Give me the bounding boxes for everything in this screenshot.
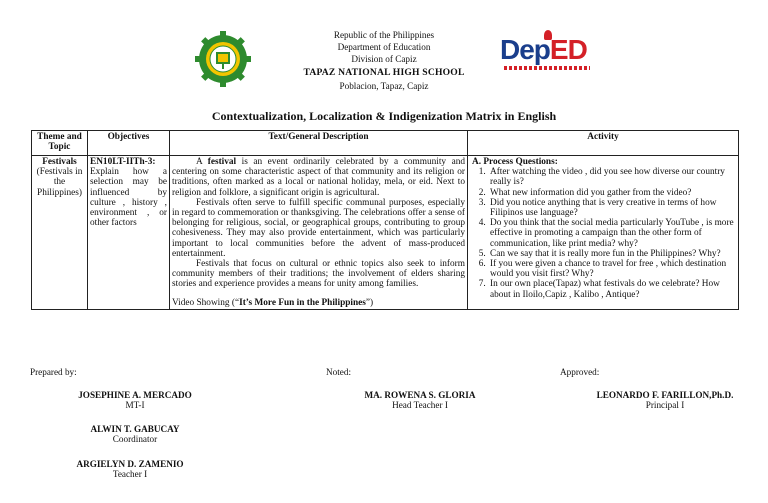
topic-subtitle: (Festivals in the Philippines) (36, 167, 83, 198)
signatory-title: MT-I (125, 400, 145, 410)
signatory-title: Coordinator (112, 434, 158, 444)
table-header-row (32, 131, 739, 156)
prepared-by-label: Prepared by: (30, 367, 77, 377)
header-republic: Republic of the Philippines (333, 30, 435, 40)
matrix-table (31, 130, 739, 310)
list-item: 3. Did you notice anything that is very creative in terms of how Filipinos use language? (488, 198, 736, 218)
signatory-name: MA. ROWENA S. GLORIA (364, 390, 476, 400)
header-theme-topic: Theme and Topic (32, 131, 88, 156)
process-questions-list (470, 167, 736, 300)
objective-cell (88, 156, 170, 310)
description-cell (170, 156, 468, 310)
table-row (32, 156, 739, 310)
header-description: Text/General Description (170, 131, 468, 156)
signatory-zamenio (55, 459, 205, 479)
matrix-title: Contextualization, Localization & Indigenization Matrix in English (211, 109, 557, 123)
process-questions-heading: A. Process Questions: (472, 157, 558, 167)
description-paragraph-2: Festivals often serve to fulfill specific communal purposes, especially in regard to commemoration or thanksgiving. The celebrations offer a sense of belonging for religious, social, or geographical groups, contributing to group cohesiveness. They may also provide entertainment, which was particularly important to local communities before the advent of mass-produced entertainment. (172, 197, 465, 259)
activity-cell (468, 156, 739, 310)
list-item: 4. Do you think that the social media particularly YouTube , is more effective in promoting a campaign than the other form of communication, like print media? why? (488, 218, 736, 249)
signatory-mercado (55, 390, 215, 410)
topic-cell (32, 156, 88, 310)
signatory-title: Head Teacher I (392, 400, 448, 410)
header-activity: Activity (468, 131, 739, 156)
signatory-gloria (340, 390, 500, 410)
objective-code: EN10LT-IITh-3: (90, 157, 156, 167)
topic-title: Festivals (42, 157, 77, 167)
deped-logo (500, 30, 592, 82)
list-item: 6. If you were given a chance to travel for free , which destination would you visit first? Why? (488, 259, 736, 279)
header-objectives: Objectives (88, 131, 170, 156)
festival-term: festival (207, 157, 237, 167)
header-school-name: TAPAZ NATIONAL HIGH SCHOOL (303, 67, 465, 78)
deped-logo-ed: ED (549, 34, 587, 65)
signatory-gabucay (60, 424, 210, 444)
deped-tagline-mark (504, 66, 590, 70)
header-address: Poblacion, Tapaz, Capiz (339, 81, 429, 91)
signatory-farillon (575, 390, 755, 410)
signatory-name: LEONARDO F. FARILLON,Ph.D. (596, 390, 734, 400)
signatory-title: Teacher I (112, 469, 148, 479)
signatory-name: JOSEPHINE A. MERCADO (78, 390, 192, 400)
video-reference: Video Showing (“It’s More Fun in the Philippines”) (172, 297, 374, 308)
description-paragraph-3: Festivals that focus on cultural or ethnic topics also seek to inform community members of their traditions; the involvement of elders sharing stories and experience provides a means for unity among families. (172, 259, 465, 290)
signatory-name: ALWIN T. GABUCAY (90, 424, 180, 434)
noted-label: Noted: (326, 367, 352, 377)
list-item: 2. What new information did you gather from the video? (488, 188, 736, 198)
description-paragraph-1: A festival is an event ordinarily celebrated by a community and centering on some characteristic aspect of that community and its religion or traditions, often marked as a local or national holiday, mela, or eid. Next to religion and folklore, a significant origin is agricultural. (172, 157, 466, 198)
signatory-name: ARGIELYN D. ZAMENIO (76, 459, 184, 469)
list-item: 5. Can we say that it is really more fun in the Philippines? Why? (488, 249, 736, 259)
header-department: Department of Education (337, 42, 431, 52)
signatory-title: Principal I (645, 400, 685, 410)
header-division: Division of Capiz (351, 54, 417, 64)
list-item: 7. In our own place(Tapaz) what festivals do we celebrate? How about in Iloilo,Capiz , Kalibo , Antique? (488, 279, 736, 299)
list-item: 1. After watching the video , did you see how diverse our country really is? (488, 167, 736, 187)
deped-logo-dep: Dep (500, 34, 550, 65)
approved-label: Approved: (560, 367, 600, 377)
objective-text: Explain how a selection may be influenced by culture , history , environment , or other factors (90, 167, 167, 229)
